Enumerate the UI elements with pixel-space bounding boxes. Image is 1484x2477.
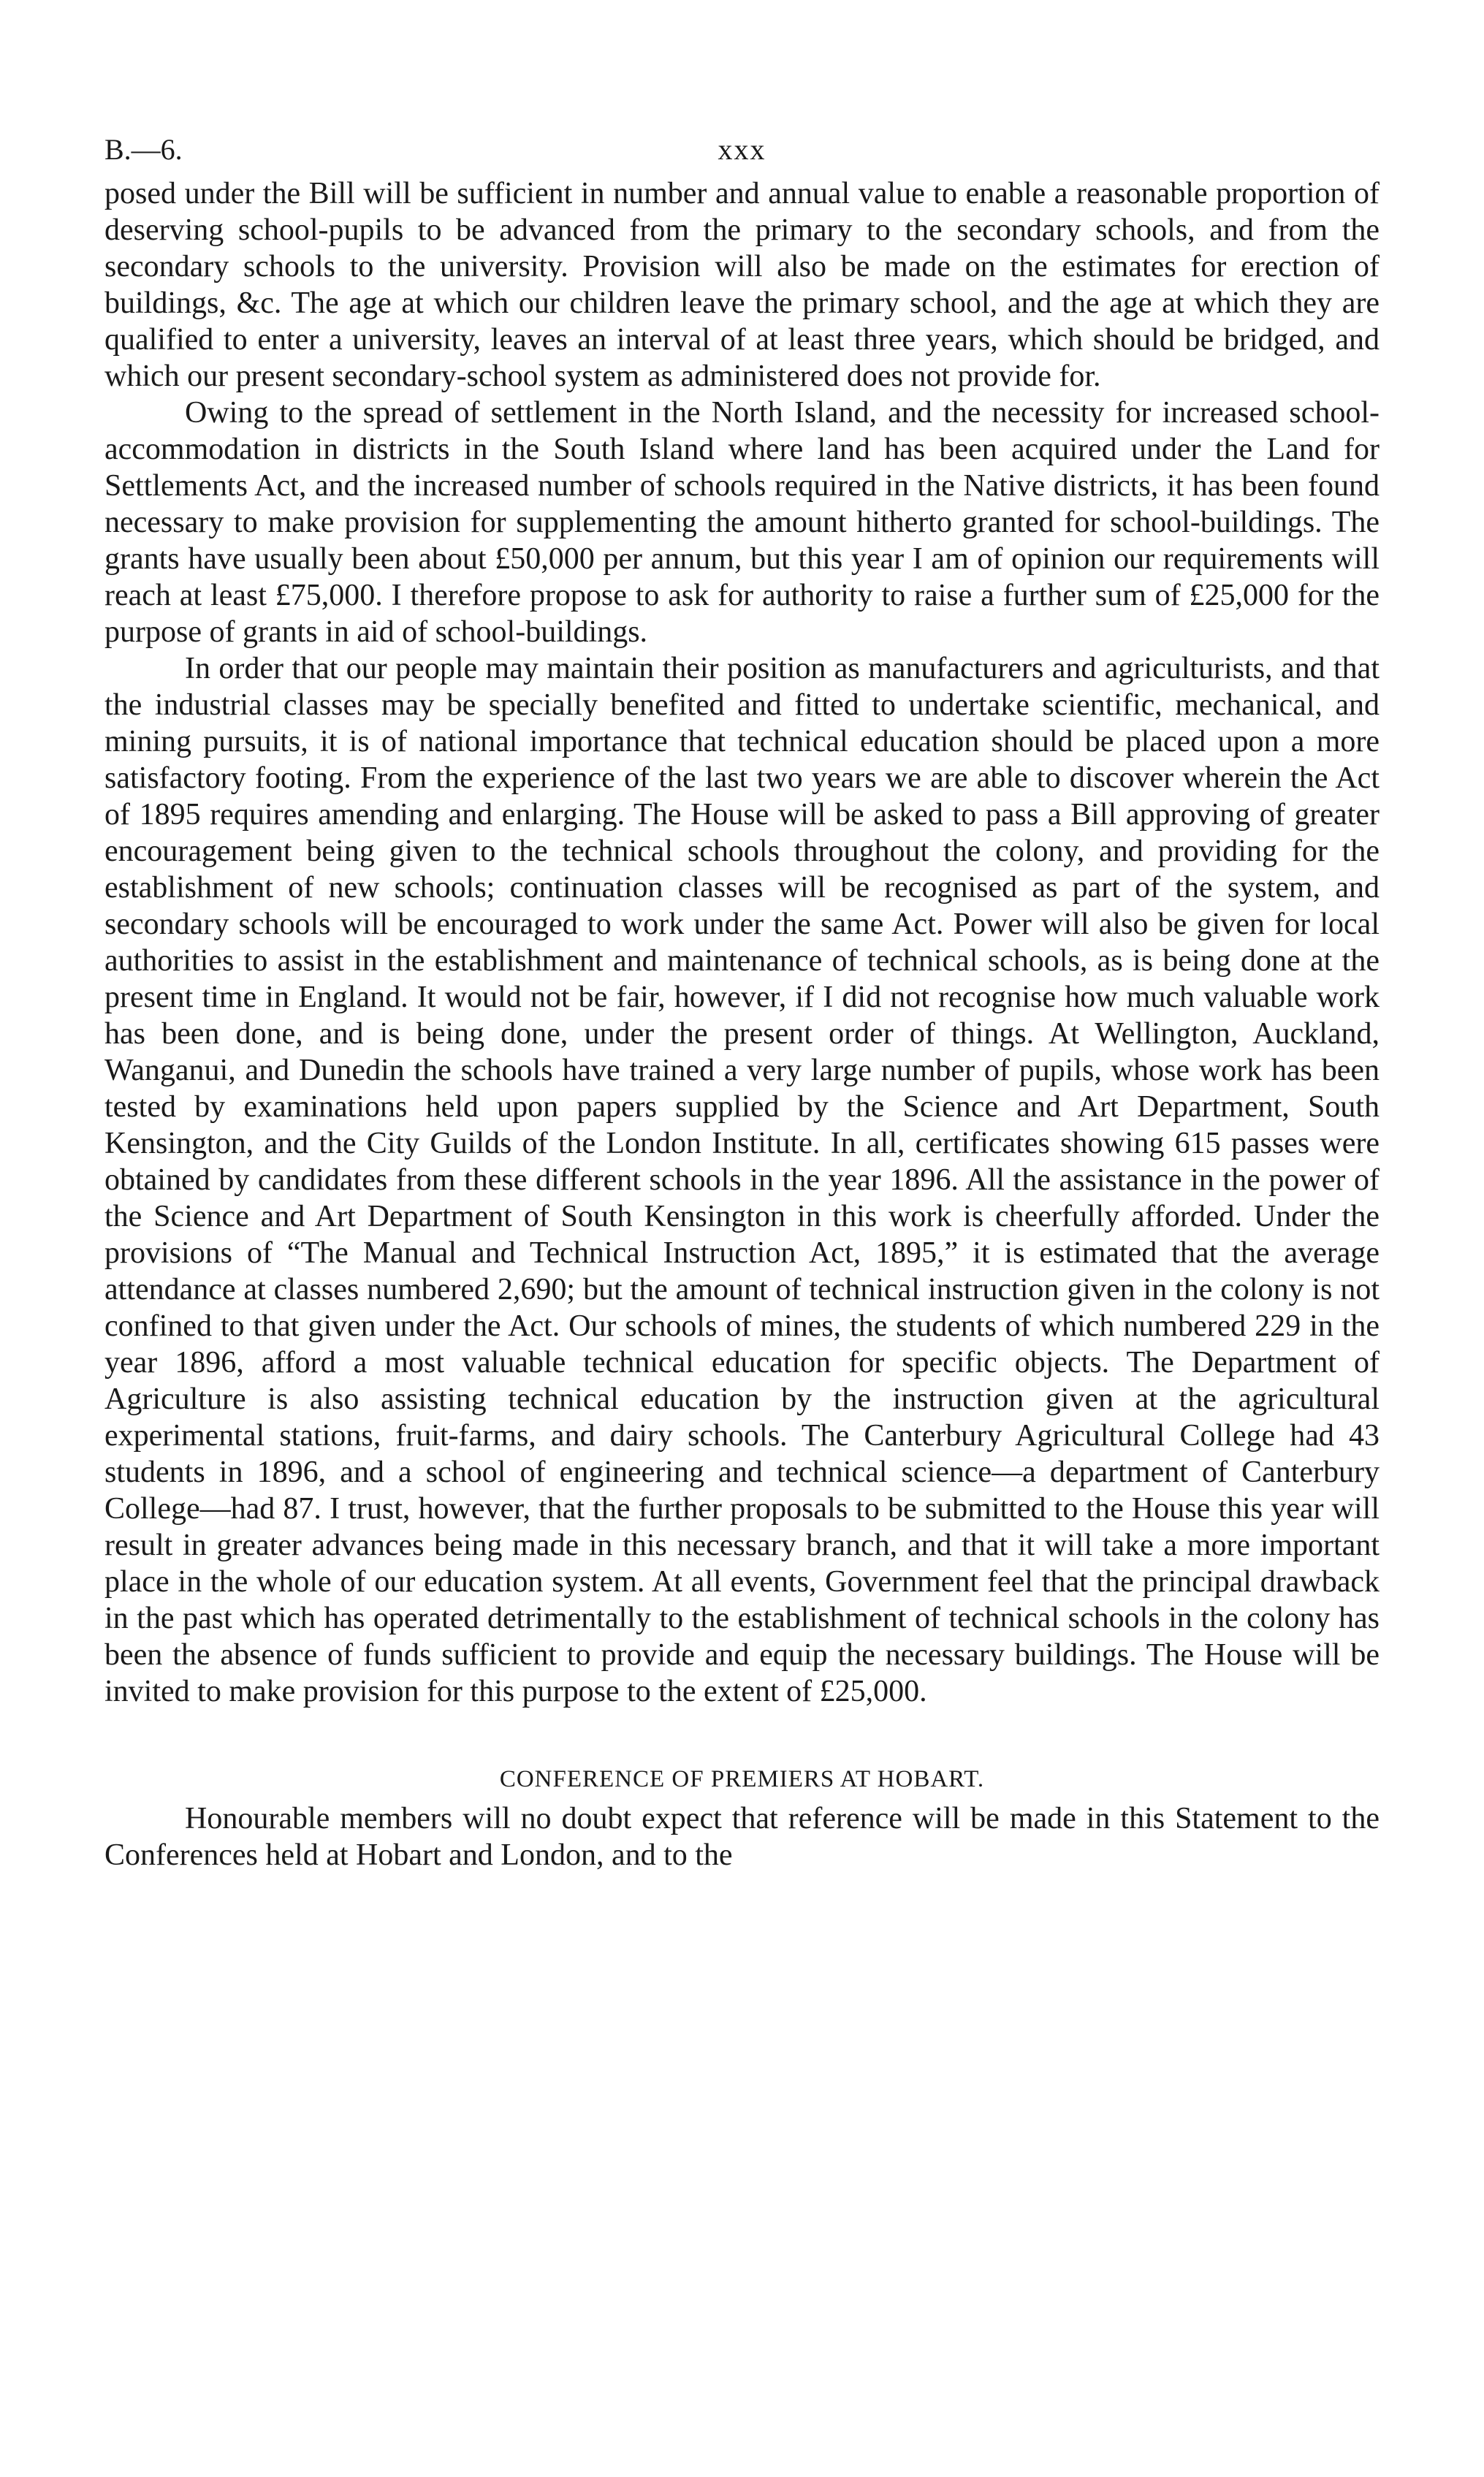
page-header bbox=[104, 124, 1380, 175]
section-paragraph: Honourable members will no doubt expect that reference will be made in this Statement to the Conferences held at Hobart and London, and to the bbox=[104, 1802, 1380, 1872]
body-text bbox=[104, 175, 1380, 1873]
paragraph-1: posed under the Bill will be sufficient in number and annual value to enable a reasonable proportion of deserving school-pupils to be advanced from the primary to the secondary schools, and from the secondary schools to the university. Provision will also be made on the estimates for erection of buildings, &c. The age at which our children leave the primary school, and the age at which they are qualified to enter a university, leaves an interval of at least three years, which should be bridged, and which our present secondary-school system as administered does not provide for. bbox=[104, 177, 1380, 393]
document-page bbox=[104, 124, 1380, 1873]
paragraph-2: Owing to the spread of settlement in the North Island, and the necessity for increased school-accommodation in districts in the South Island where land has been acquired under the Land for Settlements Act, and the increased number of schools required in the Native districts, it has been found necessary to make provision for supplementing the amount hitherto granted for school-buildings. The grants have usually been about £50,000 per annum, but this year I am of opinion our requirements will reach at least £75,000. I therefore propose to ask for authority to raise a further sum of £25,000 for the purpose of grants in aid of school-buildings. bbox=[104, 396, 1380, 649]
section-heading: CONFERENCE OF PREMIERS AT HOBART. bbox=[499, 1766, 985, 1792]
document-reference: B.—6. bbox=[104, 133, 183, 166]
paragraph-3: In order that our people may maintain their position as manufacturers and agriculturists, and that the industrial classes may be specially benefited and fitted to undertake scientific, mechanical, and mining pursuits, it is of national importance that technical education should be placed upon a more satisfactory footing. From the experience of the last two years we are able to discover wherein the Act of 1895 requires amending and enlarging. The House will be asked to pass a Bill approving of greater encouragement being given to the technical schools throughout the colony, and providing for the establishment of new schools; continuation classes will be recognised as part of the system, and secondary schools will be encouraged to work under the same Act. Power will also be given for local authorities to assist in the establishment and maintenance of technical schools, as is being done at the present time in England. It would not be fair, however, if I did not recognise how much valuable work has been done, and is being done, under the present order of things. At Wellington, Auckland, Wanganui, and Dunedin the schools have trained a very large number of pupils, whose work has been tested by examinations held upon papers supplied by the Science and Art Department, South Kensington, and the City Guilds of the London Institute. In all, certificates showing 615 passes were obtained by candidates from these different schools in the year 1896. All the assistance in the power of the Science and Art Department of South Kensington in this work is cheerfully afforded. Under the provisions of “The Manual and Technical Instruction Act, 1895,” it is estimated that the average attendance at classes numbered 2,690; but the amount of technical instruction given in the colony is not confined to that given under the Act. Our schools of mines, the students of which numbered 229 in the year 1896, afford a most valuable technical education for specific objects. The Department of Agriculture is also assisting technical education by the instruction given at the agricultural experimental stations, fruit-farms, and dairy schools. The Canterbury Agricultural College had 43 students in 1896, and a school of engineering and technical science—a department of Canterbury College—had 87. I trust, however, that the further proposals to be submitted to the House this year will result in greater advances being made in this necessary branch, and that it will take a more important place in the whole of our education system. At all events, Government feel that the principal drawback in the past which has operated detrimentally to the establishment of technical schools in the colony has been the absence of funds sufficient to provide and equip the necessary buildings. The House will be invited to make provision for this purpose to the extent of £25,000. bbox=[104, 652, 1380, 1708]
page-number: xxx bbox=[718, 133, 766, 166]
